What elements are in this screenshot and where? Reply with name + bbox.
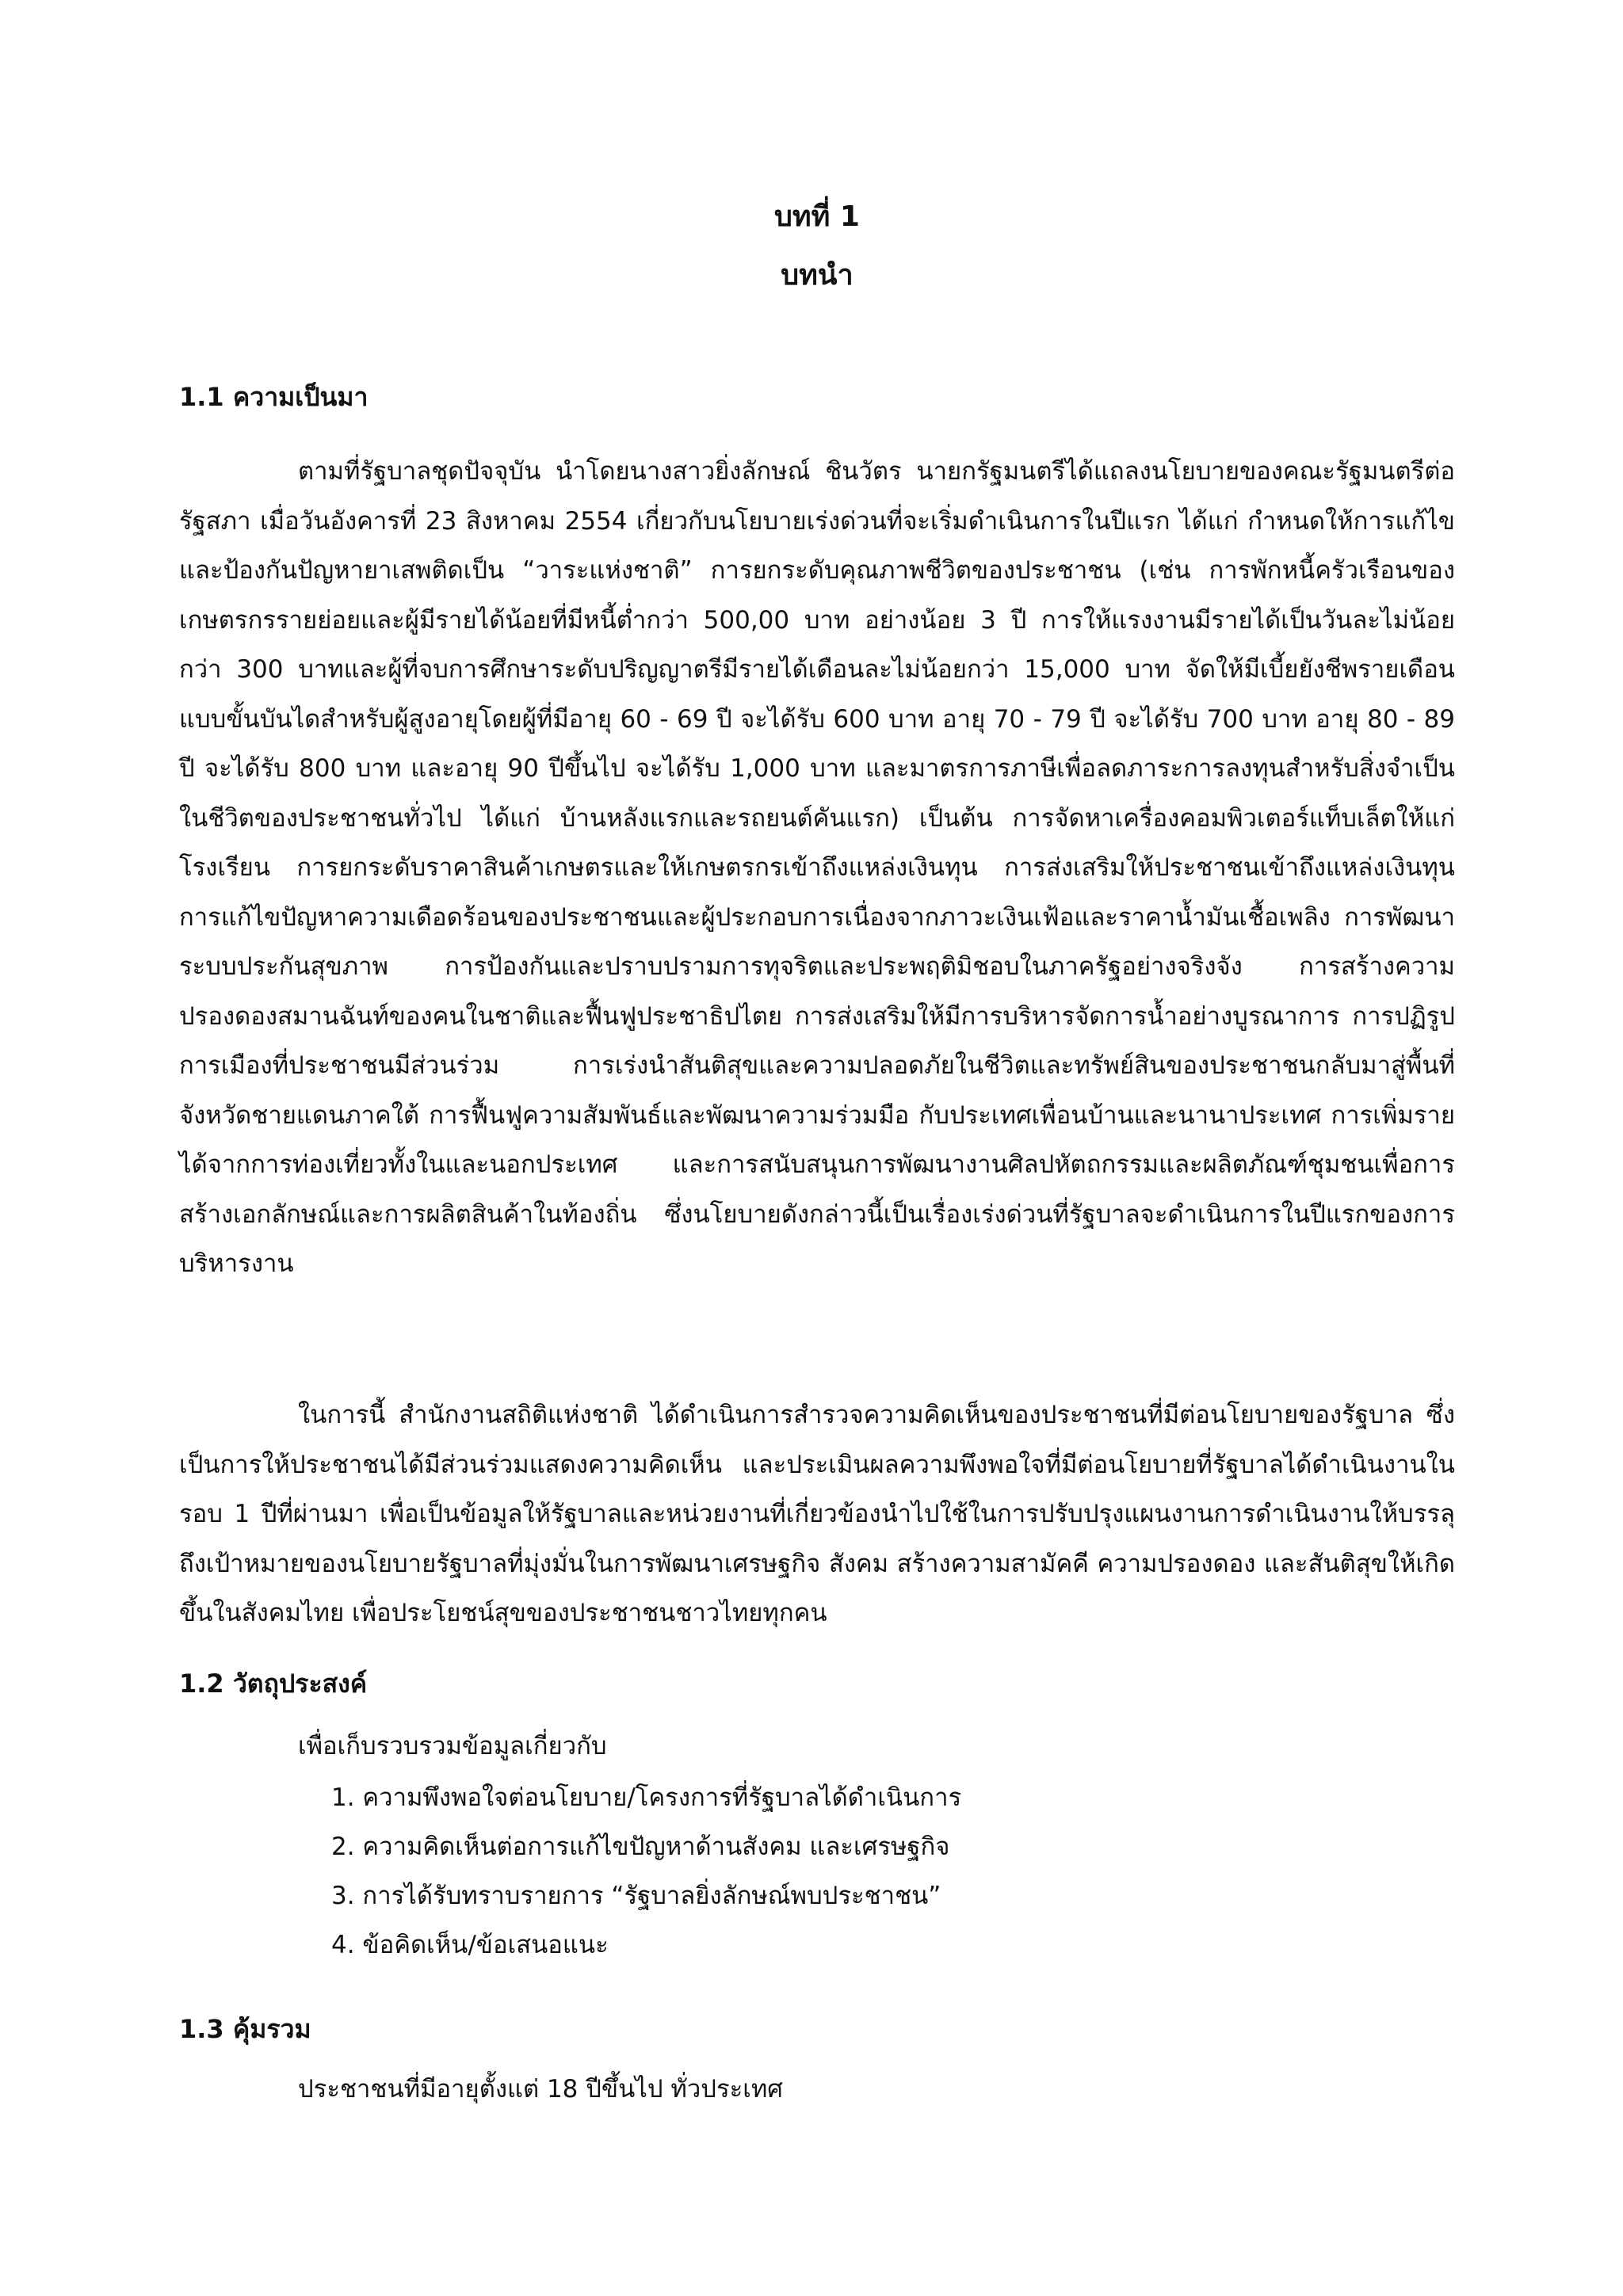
objective-item: 4. ข้อคิดเห็น/ข้อเสนอแนะ — [331, 1931, 609, 1959]
chapter-number: บทที่ 1 — [774, 200, 860, 233]
section-heading-background: 1.1 ความเป็นมา — [179, 382, 369, 412]
coverage-text: ประชาชนที่มีอายุตั้งแต่ 18 ปีขึ้นไป ทั่วประเทศ — [298, 2075, 783, 2103]
objective-item: 2. ความคิดเห็นต่อการแก้ไขปัญหาด้านสังคม และเศรษฐกิจ — [331, 1833, 950, 1861]
objectives-list — [331, 1773, 961, 1970]
chapter-title: บทนำ — [781, 259, 854, 292]
section-heading-coverage: 1.3 คุ้มรวม — [179, 2014, 311, 2044]
background-paragraph-2: ในการนี้ สำนักงานสถิติแห่งชาติ ได้ดำเนินการสำรวจความคิดเห็นของประชาชนที่มีต่อนโยบายของรัฐบาล ซึ่งเป็นการให้ประชาชนได้มีส่วนร่วมแสดงความคิดเห็น และประเมินผลความพึงพอใจที่มีต่อนโยบายที่รัฐบาลได้ดำเนินงานในรอบ 1 ปีที่ผ่านมา เพื่อเป็นข้อมูลให้รัฐบาลและหน่วยงานที่เกี่ยวข้องนำไปใช้ในการปรับปรุงแผนงานการดำเนินงานให้บรรลุถึงเป้าหมายของนโยบายรัฐบาลที่มุ่งมั่นในการพัฒนาเศรษฐกิจ สังคม สร้างความสามัคคี ความปรองดอง และสันติสุขให้เกิดขึ้นในสังคมไทย เพื่อประโยชน์สุขของประชาชนชาวไทยทุกคน — [179, 1401, 1455, 1627]
objective-item: 3. การได้รับทราบรายการ “รัฐบาลยิ่งลักษณ์พบประชาชน” — [331, 1882, 941, 1910]
objective-item: 1. ความพึงพอใจต่อนโยบาย/โครงการที่รัฐบาลได้ดำเนินการ — [331, 1783, 962, 1812]
objectives-intro: เพื่อเก็บรวบรวมข้อมูลเกี่ยวกับ — [298, 1732, 607, 1760]
background-paragraph-1: ตามที่รัฐบาลชุดปัจจุบัน นำโดยนางสาวยิ่งลักษณ์ ชินวัตร นายกรัฐมนตรีได้แถลงนโยบายของคณะรัฐมนตรีต่อรัฐสภา เมื่อวันอังคารที่ 23 สิงหาคม 2554 เกี่ยวกับนโยบายเร่งด่วนที่จะเริ่มดำเนินการในปีแรก ได้แก่ กำหนดให้การแก้ไขและป้องกันปัญหายาเสพติดเป็น “วาระแห่งชาติ” การยกระดับคุณภาพชีวิตของประชาชน (เช่น การพักหนี้ครัวเรือนของเกษตรกรรายย่อยและผู้มีรายได้น้อยที่มีหนี้ต่ำกว่า 500,00 บาท อย่างน้อย 3 ปี การให้แรงงานมีรายได้เป็นวันละไม่น้อยกว่า 300 บาทและผู้ที่จบการศึกษาระดับปริญญาตรีมีรายได้เดือนละไม่น้อยกว่า 15,000 บาท จัดให้มีเบี้ยยังชีพรายเดือนแบบขั้นบันไดสำหรับผู้สูงอายุโดยผู้ที่มีอายุ 60 - 69 ปี จะได้รับ 600 บาท อายุ 70 - 79 ปี จะได้รับ 700 บาท อายุ 80 - 89 ปี จะได้รับ 800 บาท และอายุ 90 ปีขึ้นไป จะได้รับ 1,000 บาท และมาตรการภาษีเพื่อลดภาระการลงทุนสำหรับสิ่งจำเป็นในชีวิตของประชาชนทั่วไป ได้แก่ บ้านหลังแรกและรถยนต์คันแรก) เป็นต้น การจัดหาเครื่องคอมพิวเตอร์แท็บเล็ตให้แก่โรงเรียน การยกระดับราคาสินค้าเกษตรและให้เกษตรกรเข้าถึงแหล่งเงินทุน การส่งเสริมให้ประชาชนเข้าถึงแหล่งเงินทุน การแก้ไขปัญหาความเดือดร้อนของประชาชนและผู้ประกอบการเนื่องจากภาวะเงินเฟ้อและราคาน้ำมันเชื้อเพลิง การพัฒนาระบบประกันสุขภาพ การป้องกันและปราบปรามการทุจริตและประพฤติมิชอบในภาครัฐอย่างจริงจัง การสร้างความปรองดองสมานฉันท์ของคนในชาติและฟื้นฟูประชาธิปไตย การส่งเสริมให้มีการบริหารจัดการน้ำอย่างบูรณาการ การปฏิรูปการเมืองที่ประชาชนมีส่วนร่วม การเร่งนำสันติสุขและความปลอดภัยในชีวิตและทรัพย์สินของประชาชนกลับมาสู่พื้นที่จังหวัดชายแดนภาคใต้ การฟื้นฟูความสัมพันธ์และพัฒนาความร่วมมือ กับประเทศเพื่อนบ้านและนานาประเทศ การเพิ่มรายได้จากการท่องเที่ยวทั้งในและนอกประเทศ และการสนับสนุนการพัฒนางานศิลปหัตถกรรมและผลิตภัณฑ์ชุมชนเพื่อการสร้างเอกลักษณ์และการผลิตสินค้าในท้องถิ่น ซึ่งนโยบายดังกล่าวนี้เป็นเรื่องเร่งด่วนที่รัฐบาลจะดำเนินการในปีแรกของการบริหารงาน — [179, 457, 1455, 1278]
section-heading-objectives: 1.2 วัตถุประสงค์ — [179, 1669, 368, 1699]
document-page — [179, 0, 1455, 2296]
